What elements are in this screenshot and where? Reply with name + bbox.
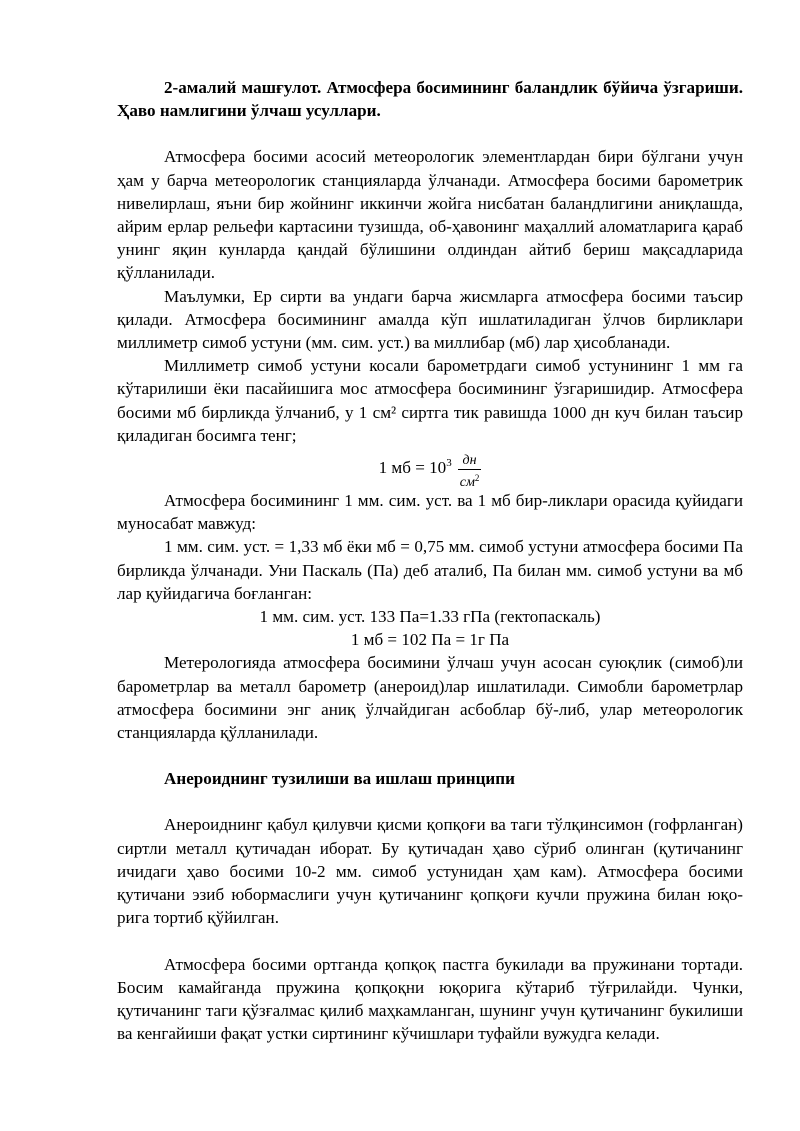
formula-mb (117, 447, 743, 489)
formula-exponent: 3 (446, 457, 452, 470)
equation-2: 1 мб = 102 Па = 1г Па (350, 630, 510, 650)
paragraph-5: 1 мм. сим. уст. = 1,33 мб ёки мб = 0,75 мм. симоб устуни атмосфера босими Па бирликда ўлчанади. Уни Паскаль (Па) деб аталиб, Па билан мм. симоб устуни ва мб лар қуйидагича боғланган: (117, 537, 743, 603)
document-page (117, 76, 743, 1045)
formula-numerator: дн (458, 452, 482, 470)
paragraph-7: Анероиднинг қабул қилувчи қисми қопқоғи ва таги тўлқинсимон (гофрланган) сиртли металл қутичадан иборат. Бу қутичадан ҳаво сўриб олинган (қутичанинг ичидаги ҳаво босими 10-2 мм. симоб устунидан ҳам кам). Атмосфера босими қутичани эзиб юбормаслиги учун қутичанинг қопқоғи кучли пружина билан юқо-рига тортиб қўйилган. (117, 815, 743, 928)
spacer (117, 744, 743, 767)
formula-fraction (458, 452, 482, 491)
equation-1: 1 мм. сим. уст. 133 Па=1.33 гПа (гектопаскаль) (259, 607, 601, 627)
paragraph-8: Атмосфера босими ортганда қопқоқ пастга букилади ва пружинани тортади. Босим камайганда пружина қопқоқни юқорига кўтариб тўғрилайди. Чунки, қутичанинг таги қўзғалмас қилиб маҳкамланган, шунинг учун қутичанинг букилиши ва кенгайиши фақат устки сиртининг кўчишлари туфайли вужудга келади. (117, 954, 743, 1044)
formula-denominator (458, 470, 482, 491)
paragraph-1: Атмосфера босими асосий метеорологик элементлардан бири бўлгани учун ҳам у барча метеорологик станцияларда ўлчанади. Атмосфера босими барометрик нивелирлаш, яъни бир жойнинг иккинчи жойга нисбатан баландлигини аниқлашда, айрим ерлар рельефи картасини тузишда, об-ҳавонинг маҳаллий аломатларига қараб унинг яқин кунларда қандай бўлишини олдиндан айтиб бериш мақсадларида қўлланилади. (117, 147, 743, 283)
paragraph-6: Метерологияда атмосфера босимини ўлчаш учун асосан суюқлик (симоб)ли барометрлар ва металл барометр (анероид)лар ишлатилади. Симобли барометрлар атмосфера босимини энг аниқ ўлчайдиган асбоблар бў-либ, улар метеорологик станцияларда қўлланилади. (117, 653, 743, 743)
spacer (117, 122, 743, 145)
spacer (117, 930, 743, 953)
section-heading: Анероиднинг тузилиши ва ишлаш принципи (164, 769, 515, 789)
formula-denominator-unit: см (459, 475, 475, 491)
paragraph-4: Атмосфера босимининг 1 мм. сим. уст. ва 1 мб бир-ликлари орасида қуйидаги муносабат мавжуд: (117, 491, 743, 534)
spacer (117, 790, 743, 813)
formula-denominator-exponent: 2 (474, 473, 480, 484)
document-title: 2-амалий машғулот. Атмосфера босимининг баландлик бўйича ўзгариши. Ҳаво намлигини ўлчаш усуллари. (117, 78, 743, 121)
paragraph-2: Маълумки, Ер сирти ва ундаги барча жисмларга атмосфера босими таъсир қилади. Атмосфера босимининг амалда кўп ишлатиладиган ўлчов бирликлари миллиметр симоб устуни (мм. сим. уст.) ва миллибар (мб) лар ҳисобланади. (117, 286, 743, 353)
formula-left: 1 мб = 10 (378, 458, 447, 478)
paragraph-3: Миллиметр симоб устуни косали барометрдаги симоб устунининг 1 мм га кўтарилиши ёки пасайишига мос атмосфера босимининг ўзгаришидир. Атмосфера босими мб бирликда ўлчаниб, у 1 см² сиртга тик равишда 1000 дн куч билан таъсир қиладиган босимга тенг; (117, 356, 743, 445)
